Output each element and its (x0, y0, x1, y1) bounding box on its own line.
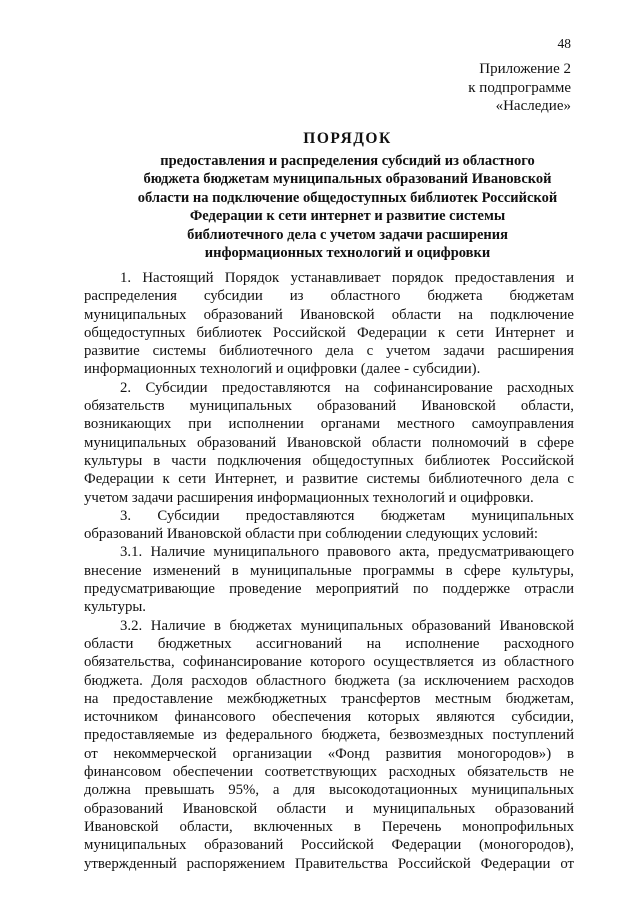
subtitle-line: области на подключение общедоступных библиотек Российской (137, 189, 558, 206)
body-text-line: внесение изменений в муниципальные программы в сфере культуры, (84, 562, 574, 579)
subtitle-line: информационных технологий и оцифровки (204, 245, 491, 262)
document-subtitle (110, 152, 585, 262)
subtitle-line: предоставления и распределения субсидий из областного (160, 153, 535, 169)
body-text-line: образований Ивановской области и муниципальных образований (84, 800, 574, 817)
body-text-line: информационных технологий и оцифровки (далее - субсидии). (84, 361, 481, 378)
body-text-line: возникающих при исполнении органами местного самоуправления (84, 416, 574, 433)
body-text-line: утвержденный распоряжением Правительства Российской Федерации от (84, 855, 574, 872)
body-text-line: развитие системы библиотечного дела с учетом задачи расширения (84, 343, 574, 360)
body-text-line: муниципальных образований Российской Федерации (моногородов), (84, 837, 574, 854)
body-text-line: 1. Настоящий Порядок устанавливает порядок предоставления и (120, 270, 574, 286)
appendix-line: «Наследие» (495, 98, 571, 114)
subtitle-line: бюджета бюджетам муниципальных образований Ивановской (143, 171, 552, 188)
body-text-line: 3.1. Наличие муниципального правового акта, предусматривающего (120, 544, 574, 561)
body-text-line: предоставляемые из федерального бюджета, безвозмездных поступлений (84, 727, 574, 744)
body-text-line: обязательства, софинансирование которого осуществляется из областного (84, 654, 574, 671)
body-text-line: культуры. (84, 599, 147, 616)
body-text-line: муниципальных образований Ивановской области полномочий в сфере (84, 434, 574, 451)
body-text-line: Ивановской области, включенных в Перечень монопрофильных (84, 818, 574, 835)
document-title: ПОРЯДОК (303, 130, 392, 147)
body-text-line: муниципальных образований Ивановской области на подключение (84, 306, 574, 323)
body-text-line: бюджета. Доля расходов областного бюджета (за исключением расходов (84, 672, 574, 689)
body-text-line: обязательств муниципальных образований Ивановской области, (84, 398, 574, 415)
subtitle-line: библиотечного дела с учетом задачи расширения (187, 226, 508, 243)
body-text-line: предусматривающие проведение мероприятий по поддержке отрасли (84, 581, 574, 598)
body-text-line: учетом задачи расширения информационных технологий и оцифровки. (84, 489, 534, 506)
document-heading (110, 130, 585, 262)
body-text-line: должна превышать 95%, а для высокодотационных муниципальных (84, 782, 574, 799)
appendix-reference (468, 60, 571, 116)
appendix-line: к подпрограмме (468, 79, 571, 96)
subtitle-line: Федерации к сети интернет и развитие системы (189, 208, 506, 225)
body-text-line: источником финансового обеспечения которых являются субсидии, (84, 709, 574, 726)
body-text-line: 3.2. Наличие в бюджетах муниципальных образований Ивановской (120, 617, 574, 634)
body-text-line: 2. Субсидии предоставляются на софинансирование расходных (120, 379, 574, 396)
body-text-line: области бюджетных ассигнований на исполнение расходного (84, 635, 574, 652)
body-text-line: распределения субсидии из областного бюджета бюджетам (84, 288, 574, 305)
body-text-line: культуры в части подключения общедоступных библиотек Российской (84, 452, 574, 469)
page-number: 48 (557, 36, 571, 51)
document-body (84, 269, 574, 873)
body-text-line: 3. Субсидии предоставляются бюджетам муниципальных (120, 507, 574, 524)
appendix-line: Приложение 2 (479, 61, 571, 77)
body-text-line: на предоставление межбюджетных трансфертов местным бюджетам, (84, 690, 574, 707)
body-text-line: общедоступных библиотек Российской Федерации к сети Интернет и (84, 324, 574, 341)
body-text-line: финансовом обеспечении соответствующих расходных обязательств не (84, 764, 574, 781)
body-text-line: Федерации к сети Интернет, и развитие системы библиотечного дела с (84, 471, 574, 488)
body-text-line: образований Ивановской области при соблюдении следующих условий: (84, 526, 539, 543)
body-text-line: от некоммерческой организации «Фонд развития моногородов») в (84, 745, 574, 762)
